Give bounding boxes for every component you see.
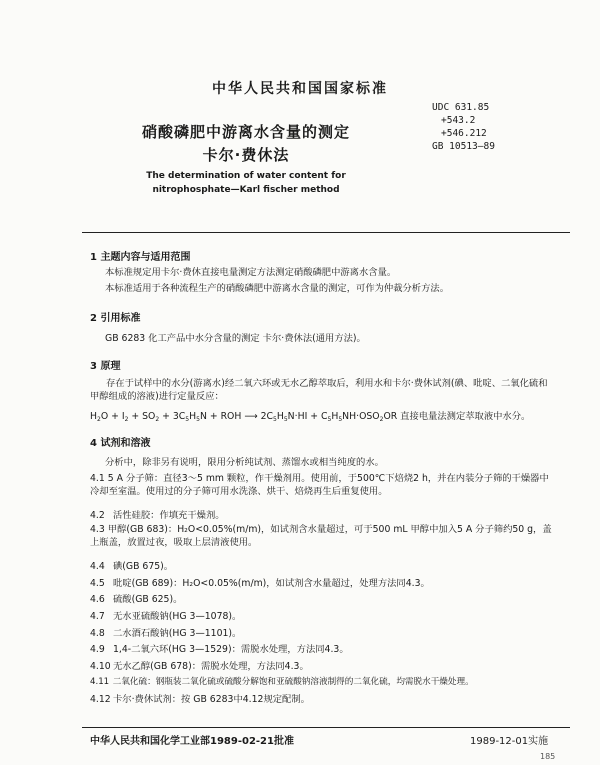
list-item xyxy=(90,691,310,705)
section-3-heading: 3 原理 xyxy=(90,361,121,372)
document-subtitle: 卡尔·费休法 xyxy=(202,146,290,164)
eq-sub: 5 xyxy=(196,416,200,423)
section-2-paragraph: GB 6283 化工产品中水分含量的测定 卡尔·费休法(通用方法)。 xyxy=(105,333,366,344)
eq-h4: H xyxy=(331,411,339,422)
item-number: 4.3 xyxy=(90,524,105,535)
page-number: 185 xyxy=(540,752,556,761)
list-item xyxy=(90,608,241,622)
item-text: 硫酸(GB 625)。 xyxy=(112,594,183,605)
item-number: 4.6 xyxy=(90,594,105,605)
section-1-paragraph-2: 本标准适用于各种流程生产的硝酸磷肥中游离水含量的测定，可作为仲裁分析方法。 xyxy=(105,283,449,294)
eq-sub: 2 xyxy=(155,416,160,423)
item-text: 甲醇(GB 683)：H₂O<0.05%(m/m)，如试剂含水量超过，可于500 mL 甲醇中加入5 A 分子筛约50 g，盖上瓶盖，放置过夜，吸取上层清液使用。 xyxy=(90,524,552,548)
eq-sub: 5 xyxy=(338,416,343,423)
section-3-paragraph: 存在于试样中的水分(游离水)经二氧六环或无水乙醇萃取后，利用水和卡尔·费休试剂(碘、吡啶、二氧化硫和甲醇组成的溶液)进行定量反应： xyxy=(90,378,548,402)
item-text: 无水亚硫酸钠(HG 3—1078)。 xyxy=(112,611,242,622)
section-2-heading: 2 引用标准 xyxy=(90,313,141,324)
list-item xyxy=(90,591,182,605)
list-item xyxy=(90,641,349,655)
eq-n-hi: N·HI + C xyxy=(287,411,328,422)
eq-sub: 2 xyxy=(379,416,384,423)
header-divider xyxy=(82,232,570,233)
list-item xyxy=(90,507,225,521)
implementation-date: 1989-12-01实施 xyxy=(470,736,549,747)
list-item xyxy=(90,558,173,572)
english-title-line-2: nitrophosphate—Karl fischer method xyxy=(152,185,340,195)
item-text: 二氧化硫：钢瓶装二氧化硫或硫酸分解饱和亚硫酸钠溶液制得的二氧化硫，均需脱水干燥处理。 xyxy=(112,677,474,687)
udc-code-3: +546.212 xyxy=(441,128,487,139)
item-number: 4.12 xyxy=(90,694,111,705)
national-standard-heading: 中华人民共和国国家标准 xyxy=(212,81,388,97)
section-4-intro: 分析中，除非另有说明，限用分析纯试剂、蒸馏水或相当纯度的水。 xyxy=(105,457,384,468)
eq-sub: 5 xyxy=(185,416,190,423)
eq-sub: 5 xyxy=(327,416,332,423)
eq-o-i: O + I xyxy=(100,411,125,422)
list-item xyxy=(90,575,430,589)
eq-so: + SO xyxy=(128,411,156,422)
udc-code-2: +543.2 xyxy=(441,115,476,126)
eq-nh-oso: NH·OSO xyxy=(342,411,380,422)
item-text: 5 A 分子筛：直径3～5 mm 颗粒，作干燥剂用。使用前，于500℃下焙烧2 h，并在内装分子筛的干燥器中冷却至室温。使用过的分子筛可用水洗涤、烘干、焙烧再生后重复使用。 xyxy=(90,473,549,497)
item-number: 4.1 xyxy=(90,473,105,484)
eq-sub: 5 xyxy=(273,416,277,423)
eq-or: OR 直接电量法测定萃取液中水分。 xyxy=(383,411,531,422)
eq-h: H xyxy=(90,411,97,422)
section-1-heading: 1 主题内容与适用范围 xyxy=(90,252,191,263)
item-text: 无水乙醇(GB 678)：需脱水处理，方法同4.3。 xyxy=(112,661,309,672)
item-text: 吡啶(GB 689)：H₂O<0.05%(m/m)，如试剂含水量超过，处理方法同4.3。 xyxy=(112,578,430,589)
section-1-paragraph-1: 本标准规定用卡尔·费休直接电量测定方法测定硝酸磷肥中游离水含量。 xyxy=(105,267,397,278)
eq-h3: H xyxy=(276,411,284,422)
eq-3c: + 3C xyxy=(159,411,186,422)
item-number: 4.10 xyxy=(90,661,111,672)
list-item xyxy=(90,523,556,549)
item-number: 4.2 xyxy=(90,510,105,521)
item-number: 4.4 xyxy=(90,561,105,572)
item-text: 卡尔·费休试剂：按 GB 6283中4.12规定配制。 xyxy=(112,694,310,705)
item-number: 4.7 xyxy=(90,611,105,622)
list-item xyxy=(90,625,241,639)
eq-sub: 5 xyxy=(283,416,288,423)
item-text: 1,4-二氧六环(HG 3—1529)：需脱水处理，方法同4.3。 xyxy=(112,644,349,655)
eq-h2: H xyxy=(189,411,197,422)
approval-line: 中华人民共和国化学工业部1989-02-21批准 xyxy=(90,736,294,747)
gb-code: GB 10513—89 xyxy=(432,141,495,152)
english-title-line-1: The determination of water content for xyxy=(146,171,346,181)
section-4-heading: 4 试剂和溶液 xyxy=(90,438,151,449)
item-text: 二水酒石酸钠(HG 3—1101)。 xyxy=(112,628,242,639)
document-title: 硝酸磷肥中游离水含量的测定 xyxy=(141,123,350,141)
item-number: 4.8 xyxy=(90,628,105,639)
item-number: 4.11 xyxy=(90,677,110,687)
list-item xyxy=(90,472,556,498)
item-number: 4.9 xyxy=(90,644,105,655)
eq-n-roh: N + ROH ⟶ 2C xyxy=(199,411,274,422)
reaction-equation xyxy=(90,410,530,426)
udc-code: UDC 631.85 xyxy=(432,102,490,113)
item-number: 4.5 xyxy=(90,578,105,589)
list-item xyxy=(90,675,474,687)
item-text: 碘(GB 675)。 xyxy=(112,561,174,572)
eq-sub: 2 xyxy=(97,416,101,423)
list-item xyxy=(90,658,309,672)
item-text: 活性硅胶：作填充干燥剂。 xyxy=(112,510,225,521)
eq-sub: 2 xyxy=(124,416,129,423)
footer-divider xyxy=(82,727,570,728)
